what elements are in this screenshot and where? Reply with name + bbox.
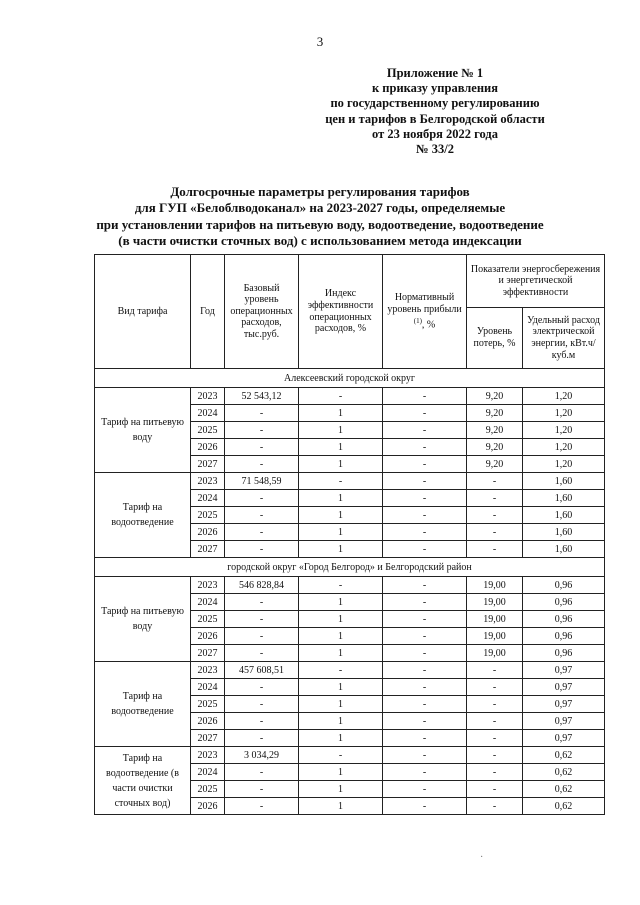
year-cell: 2024: [191, 764, 225, 781]
profit-level-cell: -: [383, 645, 467, 662]
profit-level-cell: -: [383, 696, 467, 713]
header-energy-group: Показатели энергосбережения и энергетической эффективности: [467, 255, 605, 308]
specific-consumption-cell: 0,96: [523, 645, 605, 662]
efficiency-index-cell: 1: [299, 696, 383, 713]
efficiency-index-cell: 1: [299, 764, 383, 781]
efficiency-index-cell: -: [299, 747, 383, 764]
loss-level-cell: 9,20: [467, 439, 523, 456]
profit-level-cell: -: [383, 764, 467, 781]
loss-level-cell: -: [467, 662, 523, 679]
table-row: [95, 577, 605, 594]
efficiency-index-cell: 1: [299, 730, 383, 747]
base-level-cell: 457 608,51: [225, 662, 299, 679]
profit-level-cell: -: [383, 541, 467, 558]
appendix-line: № 33/2: [416, 142, 454, 157]
profit-level-cell: -: [383, 473, 467, 490]
base-level-cell: -: [225, 439, 299, 456]
loss-level-cell: 19,00: [467, 594, 523, 611]
loss-level-cell: -: [467, 730, 523, 747]
year-cell: 2024: [191, 405, 225, 422]
specific-consumption-cell: 0,62: [523, 747, 605, 764]
profit-level-cell: -: [383, 713, 467, 730]
header-year: Год: [191, 255, 225, 369]
title-line: Долгосрочные параметры регулирования тарифов: [170, 184, 470, 199]
header-base-level: Базовый уровень операционных расходов, тыс.руб.: [225, 255, 299, 369]
specific-consumption-cell: 1,60: [523, 524, 605, 541]
base-level-cell: -: [225, 764, 299, 781]
loss-level-cell: -: [467, 541, 523, 558]
efficiency-index-cell: 1: [299, 594, 383, 611]
header-profit-text: Нормативный уровень прибыли: [387, 292, 462, 316]
specific-consumption-cell: 1,60: [523, 490, 605, 507]
profit-level-cell: -: [383, 594, 467, 611]
table-row: [95, 662, 605, 679]
profit-level-cell: -: [383, 628, 467, 645]
specific-consumption-cell: 0,96: [523, 577, 605, 594]
base-level-cell: -: [225, 713, 299, 730]
title-line: для ГУП «Белоблводоканал» на 2023-2027 годы, определяемые: [134, 200, 506, 216]
loss-level-cell: -: [467, 473, 523, 490]
year-cell: 2026: [191, 798, 225, 815]
profit-level-cell: -: [383, 405, 467, 422]
base-level-cell: -: [225, 798, 299, 815]
base-level-cell: -: [225, 405, 299, 422]
efficiency-index-cell: -: [299, 473, 383, 490]
year-cell: 2023: [191, 747, 225, 764]
base-level-cell: 546 828,84: [225, 577, 299, 594]
tariff-type-cell: Тариф на питьевую воду: [95, 388, 191, 473]
appendix-line: от 23 ноября 2022 года: [372, 126, 498, 141]
appendix-line: по государственному регулированию: [330, 96, 540, 111]
efficiency-index-cell: -: [299, 577, 383, 594]
table-body: [95, 369, 605, 815]
title-line: (в части очистки сточных вод) с использованием метода индексации: [118, 233, 522, 249]
header-efficiency-index: Индекс эффективности операционных расходов, %: [299, 255, 383, 369]
base-level-cell: -: [225, 507, 299, 524]
efficiency-index-cell: -: [299, 662, 383, 679]
appendix-block: [290, 66, 580, 157]
efficiency-index-cell: 1: [299, 628, 383, 645]
year-cell: 2023: [191, 577, 225, 594]
profit-level-cell: -: [383, 747, 467, 764]
base-level-cell: -: [225, 594, 299, 611]
specific-consumption-cell: 1,60: [523, 507, 605, 524]
base-level-cell: -: [225, 781, 299, 798]
loss-level-cell: -: [467, 781, 523, 798]
table-row: [95, 473, 605, 490]
profit-level-cell: -: [383, 439, 467, 456]
header-loss-level: Уровень потерь, %: [467, 308, 523, 369]
loss-level-cell: 9,20: [467, 405, 523, 422]
year-cell: 2023: [191, 473, 225, 490]
base-level-cell: -: [225, 611, 299, 628]
efficiency-index-cell: 1: [299, 679, 383, 696]
loss-level-cell: 9,20: [467, 388, 523, 405]
page-number: 3: [316, 34, 324, 49]
specific-consumption-cell: 0,96: [523, 594, 605, 611]
year-cell: 2026: [191, 524, 225, 541]
year-cell: 2025: [191, 611, 225, 628]
year-cell: 2027: [191, 645, 225, 662]
specific-consumption-cell: 0,62: [523, 798, 605, 815]
header-tariff-type: Вид тарифа: [95, 255, 191, 369]
base-level-cell: -: [225, 696, 299, 713]
base-level-cell: 71 548,59: [225, 473, 299, 490]
loss-level-cell: 19,00: [467, 645, 523, 662]
base-level-cell: -: [225, 541, 299, 558]
loss-level-cell: -: [467, 507, 523, 524]
specific-consumption-cell: 0,96: [523, 628, 605, 645]
tariff-type-cell: Тариф на водоотведение: [95, 662, 191, 747]
base-level-cell: -: [225, 490, 299, 507]
base-level-cell: -: [225, 456, 299, 473]
specific-consumption-cell: 0,97: [523, 696, 605, 713]
specific-consumption-cell: 0,97: [523, 730, 605, 747]
section-title: городской округ «Город Белгород» и Белгородский район: [95, 558, 605, 577]
profit-level-cell: -: [383, 524, 467, 541]
efficiency-index-cell: 1: [299, 645, 383, 662]
base-level-cell: 3 034,29: [225, 747, 299, 764]
specific-consumption-cell: 1,60: [523, 541, 605, 558]
efficiency-index-cell: 1: [299, 713, 383, 730]
efficiency-index-cell: 1: [299, 507, 383, 524]
year-cell: 2023: [191, 662, 225, 679]
title-line: при установлении тарифов на питьевую воду, водоотведение, водоотведение: [96, 216, 544, 232]
base-level-cell: -: [225, 422, 299, 439]
document-title: [0, 184, 640, 250]
efficiency-index-cell: 1: [299, 524, 383, 541]
efficiency-index-cell: 1: [299, 405, 383, 422]
profit-level-cell: -: [383, 611, 467, 628]
specific-consumption-cell: 0,62: [523, 781, 605, 798]
loss-level-cell: 9,20: [467, 456, 523, 473]
year-cell: 2024: [191, 679, 225, 696]
parameters-table: [94, 254, 605, 815]
efficiency-index-cell: -: [299, 388, 383, 405]
efficiency-index-cell: 1: [299, 611, 383, 628]
profit-level-cell: -: [383, 577, 467, 594]
specific-consumption-cell: 1,20: [523, 456, 605, 473]
specific-consumption-cell: 1,20: [523, 422, 605, 439]
loss-level-cell: -: [467, 798, 523, 815]
year-cell: 2024: [191, 594, 225, 611]
base-level-cell: -: [225, 524, 299, 541]
specific-consumption-cell: 0,62: [523, 764, 605, 781]
efficiency-index-cell: 1: [299, 781, 383, 798]
tariff-type-cell: Тариф на водоотведение: [95, 473, 191, 558]
base-level-cell: -: [225, 730, 299, 747]
year-cell: 2025: [191, 781, 225, 798]
efficiency-index-cell: 1: [299, 490, 383, 507]
year-cell: 2027: [191, 541, 225, 558]
year-cell: 2025: [191, 422, 225, 439]
page-footer-dot: ·: [480, 852, 484, 863]
loss-level-cell: -: [467, 713, 523, 730]
base-level-cell: -: [225, 645, 299, 662]
year-cell: 2026: [191, 628, 225, 645]
efficiency-index-cell: 1: [299, 422, 383, 439]
header-specific-consumption: Удельный расход электрической энергии, кВт.ч/куб.м: [523, 308, 605, 369]
appendix-line: Приложение № 1: [386, 66, 484, 80]
year-cell: 2025: [191, 696, 225, 713]
profit-level-cell: -: [383, 422, 467, 439]
profit-level-cell: -: [383, 798, 467, 815]
year-cell: 2027: [191, 730, 225, 747]
loss-level-cell: -: [467, 747, 523, 764]
base-level-cell: 52 543,12: [225, 388, 299, 405]
profit-level-cell: -: [383, 662, 467, 679]
table-row: [95, 747, 605, 764]
profit-level-cell: -: [383, 507, 467, 524]
specific-consumption-cell: 0,97: [523, 679, 605, 696]
profit-level-cell: -: [383, 388, 467, 405]
profit-level-cell: -: [383, 781, 467, 798]
specific-consumption-cell: 0,97: [523, 713, 605, 730]
year-cell: 2023: [191, 388, 225, 405]
efficiency-index-cell: 1: [299, 541, 383, 558]
loss-level-cell: 19,00: [467, 611, 523, 628]
section-row: [95, 369, 605, 388]
base-level-cell: -: [225, 679, 299, 696]
tariff-type-cell: Тариф на водоотведение (в части очистки сточных вод): [95, 747, 191, 815]
appendix-line: цен и тарифов в Белгородской области: [325, 111, 545, 126]
year-cell: 2024: [191, 490, 225, 507]
profit-level-cell: -: [383, 679, 467, 696]
specific-consumption-cell: 0,97: [523, 662, 605, 679]
header-profit-level: [383, 255, 467, 369]
specific-consumption-cell: 1,20: [523, 405, 605, 422]
appendix-line: к приказу управления: [371, 81, 499, 96]
loss-level-cell: -: [467, 679, 523, 696]
header-profit-footnote: (1): [413, 316, 422, 325]
specific-consumption-cell: 1,60: [523, 473, 605, 490]
loss-level-cell: -: [467, 764, 523, 781]
year-cell: 2027: [191, 456, 225, 473]
loss-level-cell: 9,20: [467, 422, 523, 439]
base-level-cell: -: [225, 628, 299, 645]
year-cell: 2025: [191, 507, 225, 524]
table-row: [95, 388, 605, 405]
profit-level-cell: -: [383, 490, 467, 507]
loss-level-cell: 19,00: [467, 577, 523, 594]
specific-consumption-cell: 0,96: [523, 611, 605, 628]
header-profit-unit: , %: [421, 318, 436, 330]
specific-consumption-cell: 1,20: [523, 439, 605, 456]
specific-consumption-cell: 1,20: [523, 388, 605, 405]
year-cell: 2026: [191, 439, 225, 456]
section-row: [95, 558, 605, 577]
loss-level-cell: 19,00: [467, 628, 523, 645]
loss-level-cell: -: [467, 524, 523, 541]
efficiency-index-cell: 1: [299, 798, 383, 815]
loss-level-cell: -: [467, 490, 523, 507]
section-title: Алексеевский городской округ: [95, 369, 605, 388]
loss-level-cell: -: [467, 696, 523, 713]
tariff-type-cell: Тариф на питьевую воду: [95, 577, 191, 662]
profit-level-cell: -: [383, 456, 467, 473]
efficiency-index-cell: 1: [299, 456, 383, 473]
profit-level-cell: -: [383, 730, 467, 747]
year-cell: 2026: [191, 713, 225, 730]
efficiency-index-cell: 1: [299, 439, 383, 456]
